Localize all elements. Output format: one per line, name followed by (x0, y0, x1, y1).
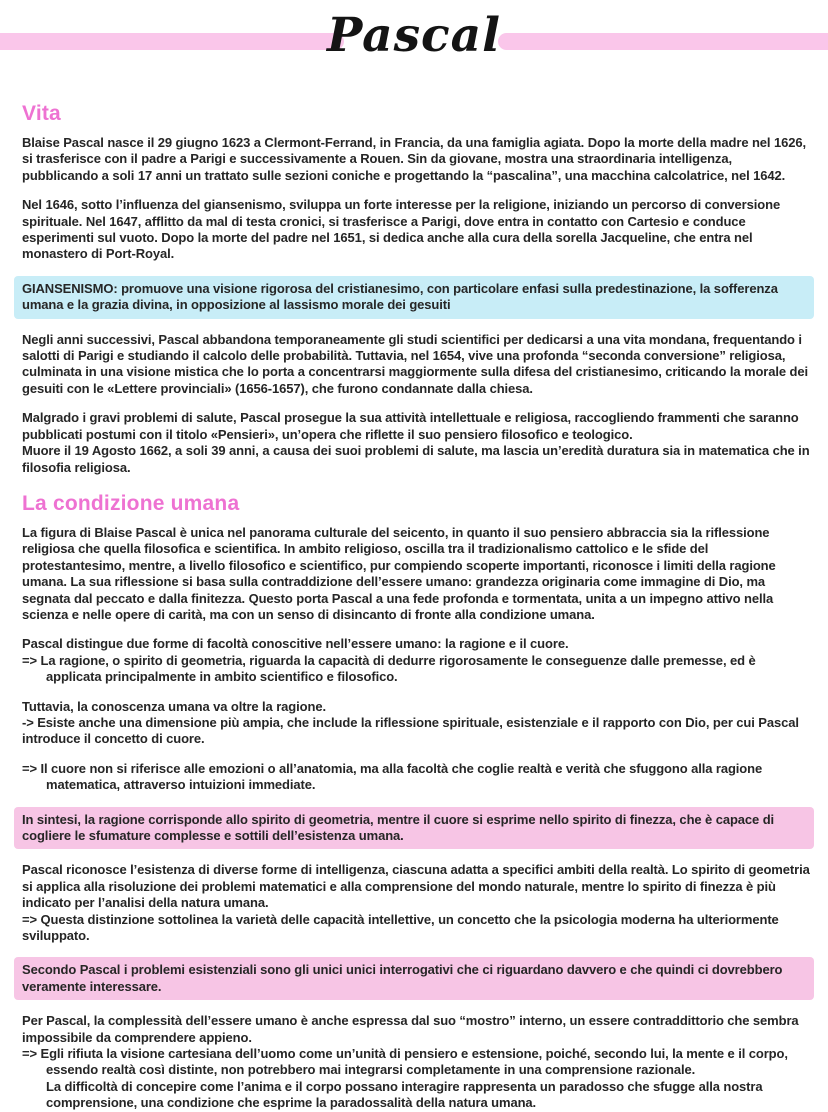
section-blocks (22, 135, 810, 476)
text-line: => Il cuore non si riferisce alle emozioni o all’anatomia, ma alla facoltà che coglie realtà e verità che sfuggono alla ragione matematica, attraverso intuizioni immediate. (22, 760, 763, 793)
highlight-cyan-note (14, 276, 814, 319)
paragraph (22, 862, 810, 944)
page-content (0, 84, 828, 1112)
page-header (0, 0, 828, 84)
text-line: Pascal riconosce l’esistenza di diverse forme di intelligenza, ciascuna adatta a specifici ambiti della realtà. Lo spirito di geometria si applica alla risoluzione dei problemi matematici e alla comprensione del mondo naturale, mentre lo spirito di finezza è più indicato per l’analisi della natura umana. (22, 862, 810, 911)
highlight-pink-note (14, 807, 814, 850)
section-heading-condizione-umana: La condizione umana (22, 491, 240, 515)
text-line: => Questa distinzione sottolinea la varietà delle capacità intellettive, un concetto che la psicologia moderna ha ulteriormente sviluppato. (22, 911, 779, 944)
text-line: => Egli rifiuta la visione cartesiana dell’uomo come un’unità di pensiero e estensione, poiché, secondo lui, la mente e il corpo, essendo realtà così distinte, non potrebbero mai integrarsi completamente in una comprensione razionale. (22, 1046, 788, 1078)
text-line: La difficoltà di concepire come l’anima e il corpo possano interagire rappresenta un paradosso che sfugge alla nostra comprensione, una condizione che esprime la paradossalità della natura umana. (46, 1078, 763, 1111)
text-line: La figura di Blaise Pascal è unica nel panorama culturale del seicento, in quanto il suo pensiero abbraccia sia la riflessione religiosa che quella filosofica e scientifica. In ambito religioso, oscilla tra il tradizionalismo cattolico e le sfide del protestantesimo, mentre, a livello filosofico e scientifico, pur compiendo scoperte importanti, riconosce i limiti della ragione umana. La sua riflessione si basa sulla contraddizione dell’essere umano: grandezza originaria come immagine di Dio, ma segnata dal peccato e dalla finitezza. Questo porta Pascal a una fede profonda e tormentata, unita a un impegno attivo nella scienza e nelle opere di carità, ma con un senso di disincanto di fronte alla condizione umana. (22, 524, 776, 622)
text-line: Secondo Pascal i problemi esistenziali sono gli unici unici interrogativi che ci riguardano davvero e che quindi ci dovrebbero veramente interessare. (22, 962, 783, 994)
paragraph (22, 699, 810, 748)
text-line: Muore il 19 Agosto 1662, a soli 39 anni, a causa dei suoi problemi di salute, ma lascia un’eredità duratura sia in matematica che in filosofia religiosa. (22, 443, 810, 475)
text-line: Tuttavia, la conoscenza umana va oltre la ragione. (22, 698, 326, 714)
text-line: -> Esiste anche una dimensione più ampia, che include la riflessione spirituale, esistenziale e il rapporto con Dio, per cui Pascal introduce il concetto di cuore. (22, 714, 799, 747)
section-heading-vita: Vita (22, 102, 61, 125)
text-line: In sintesi, la ragione corrisponde allo spirito di geometria, mentre il cuore si esprime nello spirito di finezza, che è capace di cogliere le sfumature complesse e sottili dell’esistenza umana. (22, 811, 775, 843)
text-line: Nel 1646, sotto l’influenza del giansenismo, sviluppa un forte interesse per la religione, iniziando un percorso di conversione spirituale. Nel 1647, afflitto da mal di testa cronici, si trasferisce a Parigi, dove entra in contatto con Cartesio e conduce esperimenti sul vuoto. Dopo la morte del padre nel 1651, si dedica anche alla cura della sorella Jacqueline, che entra nel monastero di Port-Royal. (22, 197, 781, 262)
paragraph (22, 1013, 810, 1111)
section-blocks (22, 525, 810, 1112)
section-vita (22, 102, 810, 476)
paragraph (22, 197, 810, 263)
paragraph (22, 636, 810, 685)
paragraph (22, 332, 810, 398)
text-line: Malgrado i gravi problemi di salute, Pascal prosegue la sua attività intellettuale e religiosa, raccogliendo frammenti che saranno pubblicati postumi con il titolo «Pensieri», un’opera che riflette il suo pensiero filosofico e teologico. (22, 410, 799, 442)
text-line: Per Pascal, la complessità dell’essere umano è anche espressa dal suo “mostro” interno, un essere contraddittorio che sembra impossibile da comprendere appieno. (22, 1013, 799, 1045)
text-line: GIANSENISMO: promuove una visione rigorosa del cristianesimo, con particolare enfasi sulla predestinazione, la sofferenza umana e la grazia divina, in opposizione al lassismo morale dei gesuiti (22, 280, 778, 313)
text-line: Blaise Pascal nasce il 29 giugno 1623 a Clermont-Ferrand, in Francia, da una famiglia agiata. Dopo la morte della madre nel 1626, si trasferisce con il padre a Parigi e successivamente a Rouen. Sin da giovane, mostra una straordinaria intelligenza, pubblicando a soli 17 anni un trattato sulle sezioni coniche e progettando la “pascalina”, una macchina calcolatrice, nel 1642. (22, 135, 806, 183)
paragraph (22, 135, 810, 184)
text-line: Negli anni successivi, Pascal abbandona temporaneamente gli studi scientifici per dedicarsi a una vita mondana, frequentando i salotti di Parigi e studiando il calcolo delle probabilità. Tuttavia, nel 1654, vive una profonda “seconda conversione” religiosa, culminata in una visione mistica che lo porta a concentrarsi maggiormente sulla difesa del cristianesimo, criticando la morale dei gesuiti con le «Lettere provinciali» (1656-1657), che furono condannate dalla chiesa. (22, 331, 809, 396)
paragraph (22, 410, 810, 476)
highlight-pink-note (14, 957, 814, 1000)
text-line: => La ragione, o spirito di geometria, riguarda la capacità di dedurre rigorosamente le conseguenze dalle premesse, ed è applicata principalmente in ambito scientifico e filosofico. (22, 652, 756, 685)
text-line: Pascal distingue due forme di facoltà conoscitive nell’essere umano: la ragione e il cuore. (22, 636, 569, 652)
page-title: Pascal (327, 8, 501, 63)
paragraph (22, 525, 810, 623)
section-condizione-umana (22, 492, 810, 1112)
paragraph (22, 761, 810, 794)
